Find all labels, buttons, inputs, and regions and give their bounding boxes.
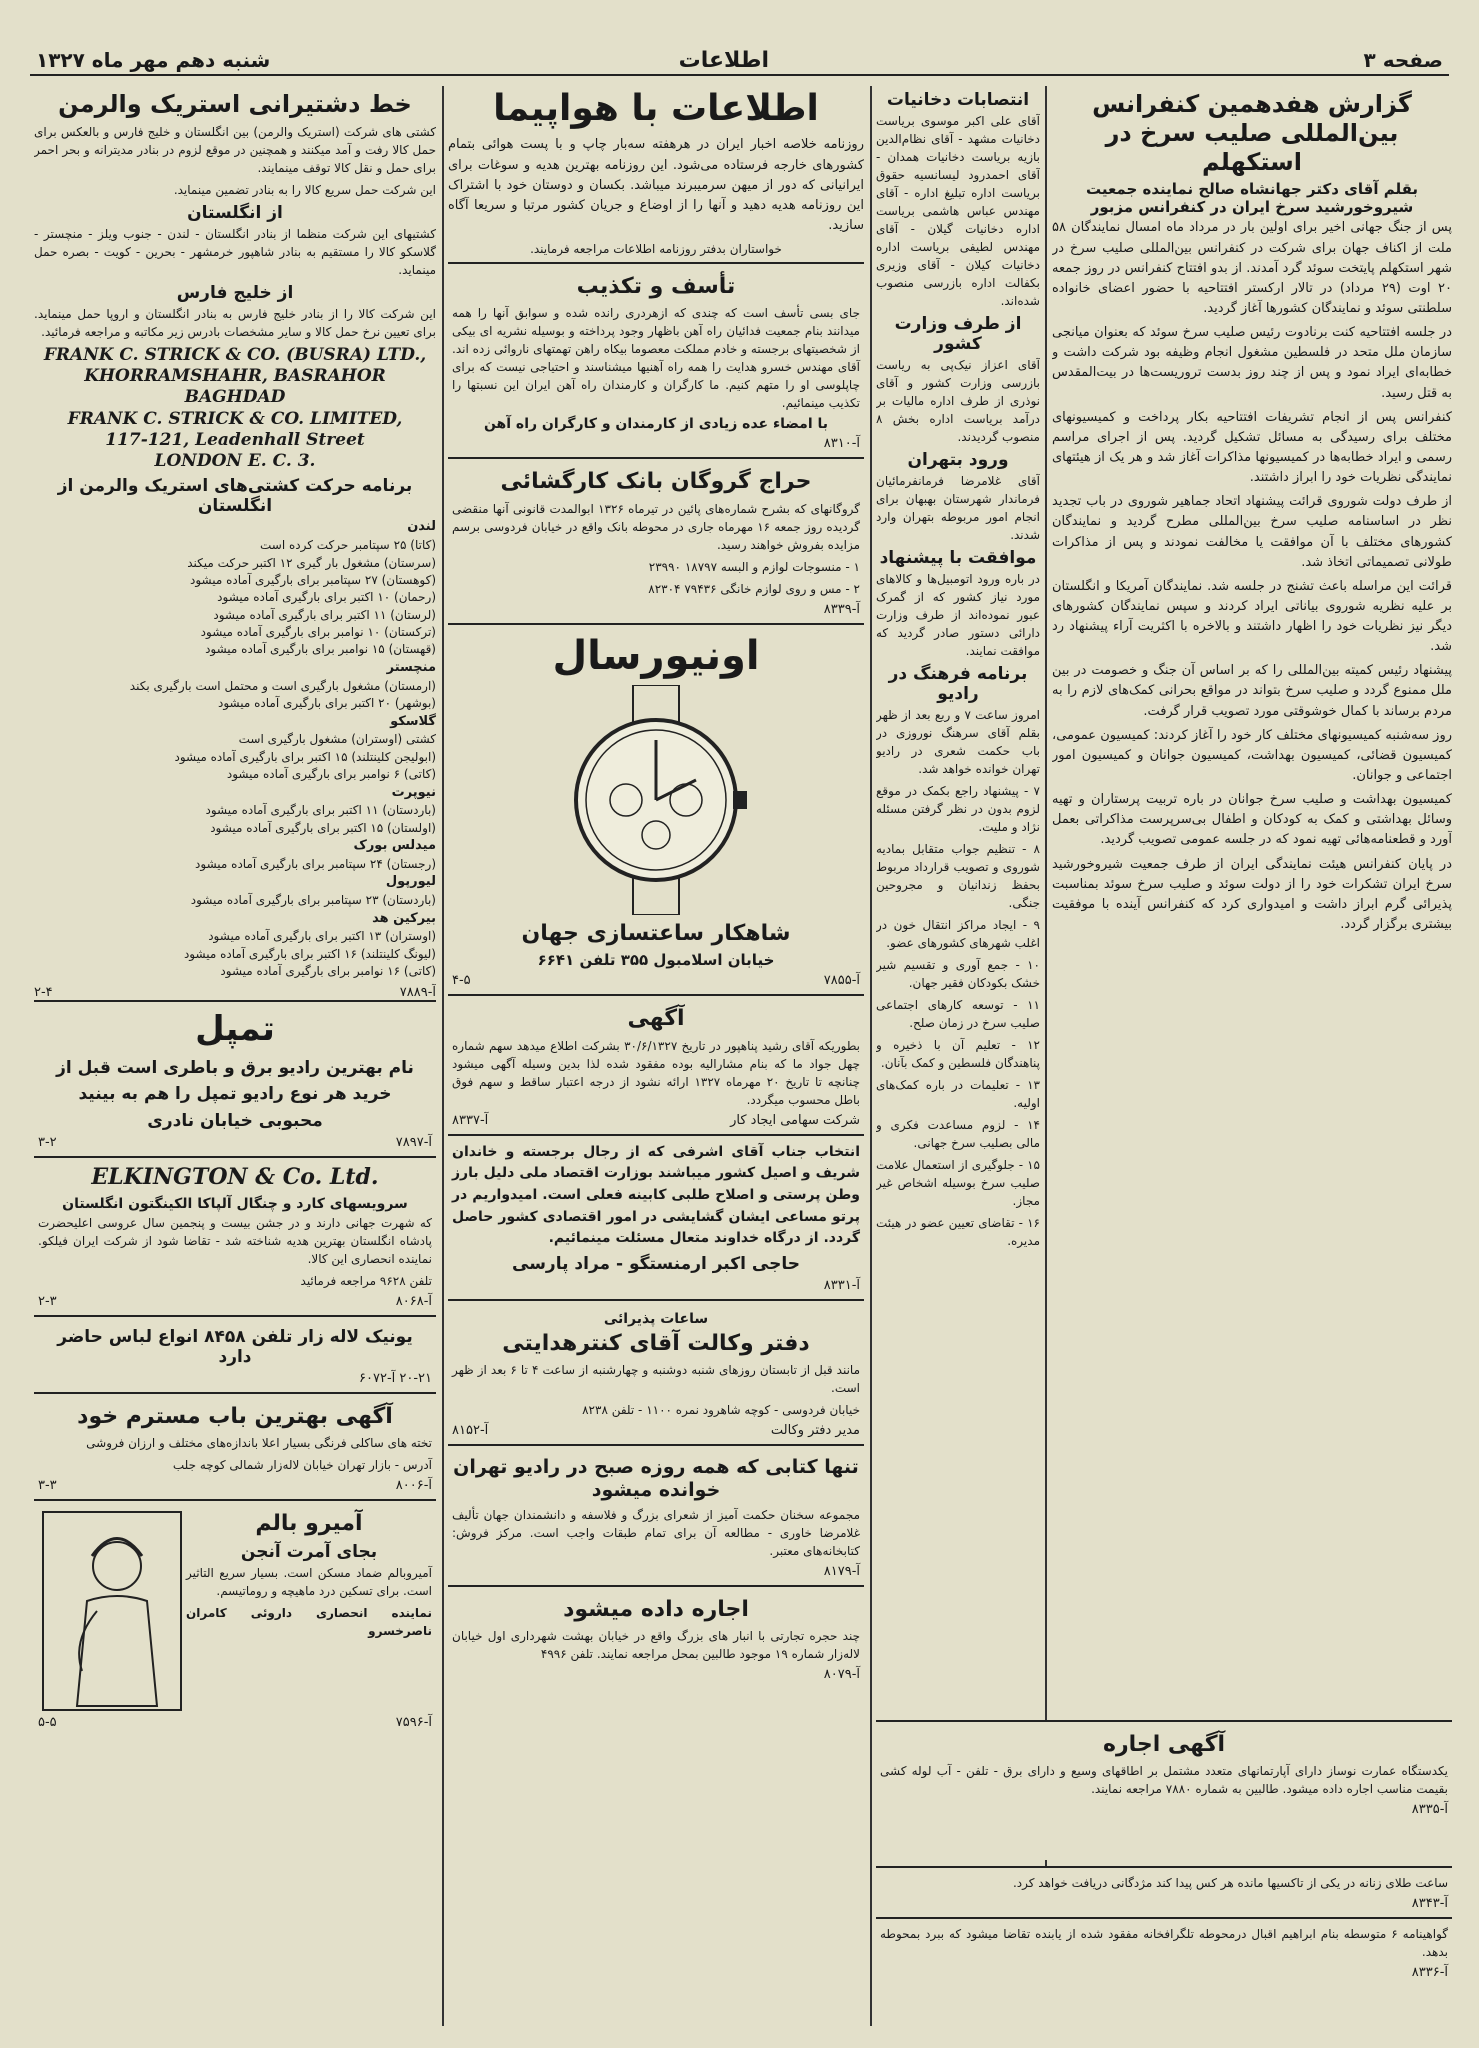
shipping-text: کشتیهای این شرکت منظما از بنادر انگلستان - لندن - جنوب ویلز - منچستر - گلاسکو کالا را مستقیم به بنادر شاهپور خرمشهر - بحرین - کویت - بصره حمل مینماید. (34, 226, 436, 277)
company-address (34, 345, 436, 473)
list-item: ۹ - ایجاد مراکز انتقال خون در اغلب شهرهای کشورهای عضو. (876, 918, 1040, 950)
article-paragraph: پیشنهاد رئیس کمیته بین‌المللی را که بر اساس آن جنگ و خصومت در بین ملل ممنوع گردد و صلیب سرخ بتواند در مواقع بحرانی کمک‌های لازم را به مردم برساند با کمال خوشوقتی مورد تصویب قرار گرفت. (1052, 663, 1452, 719)
tempel-address: محبوبی خیابان نادری (147, 1111, 323, 1132)
amirobalm-agent: نماینده انحصاری داروئی کامران ناصرخسرو (186, 1605, 432, 1638)
air-edition-title: اطلاعات با هواپیما (493, 88, 819, 129)
ad-date-value: ۲-۳ (38, 1293, 57, 1309)
ad-code-value: آ-۸۰۰۶ (395, 1478, 432, 1494)
issue-date: شنبه دهم مهر ماه ۱۳۲۷ (36, 48, 271, 72)
ad-code (880, 1802, 1448, 1817)
condolence-title: تأسف و تکذیب (576, 274, 736, 300)
notice-title: آگهی (627, 1006, 685, 1032)
address-line: FRANK C. STRICK & CO. (BUSRA) LTD., (43, 344, 427, 365)
page-header (30, 44, 1449, 76)
ads-left-column (34, 86, 436, 2026)
ads-middle-column (448, 86, 864, 2026)
elkington-address: تلفن ۹۶۲۸ مراجعه فرمائید (300, 1273, 432, 1288)
air-edition-text: روزنامه خلاصه اخبار ایران در هرهفته سه‌بار چاپ و با پست هوائی بتمام کشورهای خارجه فرستاده می‌شود. این روزنامه بهترین هدیه و سوغات برای ایرانیانی که دور از میهن سرمیبرند میباشد. بکسان و دوستان خود با اشتراک این روزنامه هدیه دهید و آنها را از اوضاع و جریان کشور مرتبا و سریعا آگاه سازید. (448, 137, 864, 233)
auction-text: گروگانهای که بشرح شماره‌های پائین در تیرماه ۱۳۲۶ ابوالمدت قانونی آنها منقضی گردیده روز جمعه ۱۶ مهرماه جاری در محوطه بانک واقع در خیابان فردوسی برسم مزایده بفروش خواهند رسید. (452, 501, 860, 552)
port-name: لندن (407, 519, 436, 535)
congrats-signature: حاجی اکبر ارمنستگو - مراد پارسی (512, 1254, 800, 1275)
brief-heading: برنامه فرهنگ در رادیو (888, 664, 1028, 704)
shipping-title: خط دشتیرانی استریک والرمن (58, 90, 412, 118)
column-rule (442, 86, 444, 2026)
auction-row: ۱ - منسوجات لوازم و البسه ۱۸۷۹۷ ۲۳۹۹۰ (648, 559, 860, 574)
air-edition-note: خواستاران بدفتر روزنامه اطلاعات مراجعه فرمایند. (530, 242, 782, 257)
sailing-row: کشتی (اوستران) مشغول بارگیری است (238, 732, 436, 747)
notice-text: بطوریکه آقای رشید پناهپور در تاریخ ۳۰/۶/۱۳۲۷ بشرکت اطلاع میدهد سهم شماره چهل جواد ما که بنام مشارالیه بوده مفقود شده لذا بدین وسیله آگهی میشود چنانچه تا تاریخ ۲۰ مهرماه ۱۳۲۷ ارائه نشود از درجه اعتبار ساقط و سهم فوق باطل محسوب میگردد. (452, 1038, 860, 1107)
port-name: گلاسکو (390, 713, 436, 729)
list-item: ۱۳ - تعلیمات در باره کمک‌های اولیه. (876, 1078, 1040, 1110)
port-name: لیورپول (385, 874, 436, 890)
ad-date-value: ۲-۴ (34, 984, 53, 1000)
lease-title: آگهی اجاره (1102, 1732, 1226, 1757)
sailing-row: (ابولیجن کلینتلند) ۱۵ اکتبر برای بارگیری آماده میشود (174, 749, 436, 764)
article-paragraph: در جلسه افتتاحیه کنت برنادوت رئیس صلیب سرخ سوئد که بعنوان میانجی سازمان ملل متحد در فلسطین مشغول انجام وظیفه بود شرکت داشت و خطابه‌ای ایراد نمود و پس از چند روز بدست تروریست‌ها در بیت‌المقدس به قتل رسید. (1052, 325, 1452, 401)
tempel-slogan: نام بهترین رادیو برق و باطری است قبل از خرید هر نوع رادیو تمپل را هم به بینید (56, 1057, 414, 1105)
sailing-row: (باردستان) ۱۱ اکتبر برای بارگیری آماده میشود (205, 803, 436, 818)
ad-code-value: آ-۸۱۷۹ (823, 1564, 860, 1580)
ad-code-value: آ-۸۳۳۷ (452, 1112, 489, 1128)
shipping-text: این شرکت کالا را از بنادر خلیج فارس به بنادر انگلستان و اروپا حمل مینماید. برای تعیین نرخ حمل کالا و سایر مشخصات بادرس زیر مکاتبه و مراجعه فرمائید. (34, 306, 436, 339)
ad-code-value: ۲۰-۲۱ آ-۶۰۷۲ (359, 1370, 432, 1386)
amirobalm-title: آمیرو بالم (255, 1511, 363, 1537)
article-title: گزارش هفدهمین کنفرانس بین‌المللی صلیب سرخ در استکهلم (1092, 90, 1412, 176)
ad-date-value: ۵-۵ (38, 1715, 57, 1731)
paper-name: اطلاعات (678, 48, 769, 73)
article-paragraph: قرائت این مراسله باعث تشنج در جلسه شد. نمایندگان آمریکا و انگلستان بر علیه نظریه شوروی بیاناتی ایراد کردند و سپس نمایندگان کشورهای دیگر نیز نظریات خود را اظهار داشتند و بالاخره با اکثریت آراء پیشنهاد رد شد. (1052, 578, 1452, 655)
lost-watch-notice: ساعت طلای زنانه در یکی از تاکسیها مانده هر کس پیدا کند مژدگانی دریافت خواهد کرد. (1012, 1876, 1448, 1890)
brief-text: در باره ورود اتومبیل‌ها و کالاهای مورد نیاز کشور که از گمرک عبور نموده‌اند از طرف وزارت دارائی دستور صادر گردید که موافقت نمایند. (876, 572, 1040, 658)
fabric-text: تخته های ساکلی فرنگی بسیار اعلا باندازه‌های مختلف و ارزان فروشی (86, 1436, 432, 1451)
ad-code-value: آ-۷۵۹۶ (395, 1715, 432, 1731)
ad-code-value: آ-۸۳۳۱ (823, 1278, 860, 1294)
tempel-brand: تمپل (195, 1008, 275, 1049)
brief-text: آقای اعزاز نیک‌پی به ریاست بازرسی وزارت کشور و آقای نوذری از طرف اداره مالیات بر درآمد بریاست اداره بخش ۸ منصوب گردیدند. (876, 358, 1040, 444)
list-item: ۱۵ - جلوگیری از استعمال علامت صلیب سرخ بوسیله اشخاص غیر مجاز. (876, 1158, 1040, 1208)
list-item: ۱۶ - تقاضای تعیین عضو در هیئت مدیره. (876, 1216, 1040, 1248)
port-name: نیوپرت (391, 784, 436, 800)
sailing-row: (رحمان) ۱۰ اکتبر برای بارگیری آماده میشود (217, 590, 436, 605)
office-text: مانند قبل از تابستان روزهای شنبه دوشنبه و چهارشنبه از ساعت ۴ تا ۶ بعد از ظهر است. (452, 1363, 861, 1396)
office-hours-label: ساعات پذیرائی (603, 1311, 709, 1328)
ad-code-value: آ-۸۳۴۳ (1411, 1896, 1448, 1911)
brief-text: آقای غلامرضا فرمانفرمائیان فرماندار شهرستان بهبهان برای انجام امور مربوطه بتهران وارد شدند. (876, 474, 1040, 542)
brief-text: امروز ساعت ۷ و ربع بعد از ظهر بقلم آقای سرهنگ نوروزی در باب حکمت شعری در رادیو تهران خوانده خواهد شد. (876, 708, 1040, 776)
list-item: ۸ - تنظیم جواب متقابل بمادیه شوروی و تصویب قرارداد مربوط بحفظ زندانیان و مجروحین جنگی. (876, 842, 1040, 910)
ad-code-value: آ-۷۸۹۷ (395, 1135, 432, 1151)
sailing-row: (لیونگ کلینتلند) ۱۶ اکتبر برای بارگیری آماده میشود (183, 946, 436, 961)
ad-code-value: آ-۸۱۵۲ (452, 1423, 489, 1439)
brief-heading: ورود بتهران (907, 450, 1009, 470)
list-item: ۷ - پیشنهاد راجع بکمک در موقع لزوم بدون در نظر گرفتن مسئله نژاد و ملیت. (876, 784, 1040, 834)
page-number: صفحه ۳ (1363, 48, 1443, 72)
ad-code-value: آ-۸۳۳۵ (1411, 1802, 1448, 1818)
address-line: FRANK C. STRICK & CO. LIMITED, (67, 408, 403, 429)
amirobalm-subtitle: بجای آمرت آنجن (240, 1541, 378, 1562)
watch-slogan: شاهکار ساعتسازی جهان (521, 920, 791, 946)
condolence-signature: با امضاء عده زیادی از کارمندان و کارگران راه آهن (483, 416, 829, 433)
lease-ad (876, 1720, 1452, 1860)
brief-heading: موافقت با پیشنهاد (879, 548, 1037, 568)
rent-title: اجاره داده میشود (563, 1597, 749, 1623)
ad-code-value: آ-۸۰۷۹ (823, 1667, 860, 1683)
article-paragraph: پس از جنگ جهانی اخیر برای اولین بار در مرداد ماه امسال نمایندگان ۵۸ ملت از اکناف جهان برای شرکت در کنفرانس بین‌المللی صلیب سرخ در شهر استکهلم پایتخت سوئد گرد آمدند. از بدو افتتاح کنفرانس در روز جمعه ۲۰ اوت (۲۹ مرداد) در تالار ارکستر افتتاحیه با حضور اعضای خانواده سلطنتی سوئد و نمایندگان کشورها آغاز گردید. (1052, 220, 1452, 316)
universal-brand: اونیورسال (552, 632, 760, 679)
shipping-intro: این شرکت حمل سریع کالا را به بنادر تضمین مینماید. (173, 182, 436, 197)
list-item: ۱۱ - توسعه کارهای اجتماعی صلیب سرخ در زمان صلح. (876, 998, 1040, 1030)
ad-date-value: ۳-۳ (38, 1478, 57, 1494)
rent-text: چند حجره تجارتی با انبار های بزرگ واقع در خیابان بهشت شهرداری اول خیابان لاله‌زار شماره ۱۹ موجود طالبین بمحل مراجعه نمایند. تلفن ۴۹۹۶ (452, 1629, 860, 1662)
ad-code-value: آ-۸۰۶۸ (395, 1293, 432, 1309)
auction-row: ۲ - مس و روی لوازم خانگی ۷۹۴۳۶ ۸۲۳۰۴ (648, 581, 860, 596)
sailing-row: (اولستان) ۱۵ اکتبر برای بارگیری آماده میشود (210, 820, 436, 835)
brief-heading: از طرف وزارت کشور (894, 314, 1022, 354)
port-name: بیرکین هد (372, 910, 436, 926)
article-paragraph: کمیسیون بهداشت و صلیب سرخ جوانان در باره تربیت پرستاران و تهیه وسائل بهداشتی و کمک به کودکان و اطفال بی‌سرپرست مذاکراتی بعمل آورد و قطعنامه‌هائی تهیه نمود که در جلسه عمومی تصویب گردید. (1052, 792, 1452, 848)
lease-text: یکدستگاه عمارت نوساز دارای آپارتمانهای متعدد مشتمل بر اطاقهای وسیع و دارای برق - تلفن - آب لوله کشی بقیمت مناسب اجاره داده میشود. طالبین به شماره ۷۸۸۰ مراجعه نمایند. (880, 1764, 1448, 1797)
elkington-brand: ELKINGTON & Co. Ltd. (91, 1164, 379, 1191)
sailing-row: (بوشهر) ۲۰ اکتبر برای بارگیری آماده میشود (218, 696, 436, 711)
condolence-text: جای بسی تأسف است که چندی که ازهردری رانده شده و سوابق آنها را همه میدانند بنام جمعیت فدائیان راه آهن باظهار وجود پرداخته و بوسیله نشریه ای بیکی از شخصیتهای برجسته و خادم مملکت معصوما بیکاه راهن تهمتهای ناروائی زده اند. آقای مهندس خسرو هدایت را همه راه آهنیها میشناسند و احتیاجی نیست که برای چاپلوسی او را متهم کنیم. ما کارگران و کارمندان راه آهن ایران این نسبتها را تکذیب مینمائیم. (452, 306, 860, 411)
article-byline: بقلم آقای دکتر جهانشاه صالح نماینده جمعیت شیروخورشید سرخ ایران در کنفرانس مزبور (1085, 180, 1419, 217)
ad-code-value: آ-۸۳۳۹ (823, 601, 860, 617)
ad-date-value: ۴-۵ (452, 973, 471, 989)
sailing-row: (کوهستان) ۲۷ سپتامبر برای بارگیری آماده میشود (190, 572, 436, 587)
sailing-row: (کاتی) ۱۶ نوامبر برای بارگیری آماده میشود (220, 964, 436, 979)
lost-certificate-notice: گواهینامه ۶ متوسطه بنام ابراهیم اقبال درمحوطه تلگرافخانه مفقود شده از یابنده تقاضا میشود که ببرد بمحوطه بدهد. (880, 1927, 1448, 1959)
watch-shop-address: خیابان اسلامبول ۳۵۵ تلفن ۶۶۴۱ (537, 951, 775, 970)
sailing-row: (ترکستان) ۱۰ نوامبر برای بارگیری آماده میشود (200, 625, 436, 640)
ad-code-value: آ-۷۸۵۵ (823, 973, 860, 989)
sailing-row: (ارمستان) مشغول بارگیری است و محتمل است بارگیری بکند (129, 678, 436, 693)
office-title: دفتر وکالت آقای کنترهدایتی (502, 1331, 810, 1357)
sailing-row: (قهستان) ۱۵ نوامبر برای بارگیری آماده میشود (205, 642, 436, 657)
address-line: 117-121, Leadenhall Street (105, 429, 365, 450)
article-paragraph: از طرف دولت شوروی قرائت پیشنهاد اتحاد جماهیر شوروی در باب تجدید نظر در اساسنامه صلیب سرخ بین‌المللی مطرح گردید و نمایندگان کشورهای مختلف با آن موافقت یا مخالفت نمودند و پس از مذاکرات طولانی تصمیماتی اتخاذ شد. (1052, 494, 1452, 570)
sailing-row: (سرستان) مشغول بار گیری ۱۲ اکتبر حرکت میکند (187, 555, 436, 570)
ad-code-value: آ-۷۸۸۹ (399, 984, 436, 1000)
brief-text: آقای علی اکبر موسوی بریاست دخانیات مشهد - آقای نظام‌الدین بازیه بریاست دخانیات همدان - آقای احمدرود لیسانسیه حقوق بریاست اداره تبلیغ اداره - آقای مهندس عباس هاشمی بریاست اداره دخانیات گیلان - آقای مهندس لطیفی بریاست اداره دخانیات کیلان - آقای وزیری بکفالت اداره بازرسی منصوب شده‌اند. (876, 114, 1040, 308)
notice-company: شرکت سهامی ایجاد کار (730, 1112, 860, 1128)
list-item: ۱۲ - تعلیم آن با ذخیره و پناهندگان فلسطین و کمک بآنان. (876, 1038, 1040, 1070)
amirobalm-text: آمیروبالم ضماد مسکن است. بسیار سریع التاثیر است. برای تسکین درد ماهیچه و روماتیسم. (186, 1565, 432, 1598)
elkington-text: که شهرت جهانی دارند و در جشن بیست و پنجمین سال عروسی اعلیحضرت پادشاه انگلستان بهترین هدیه شناخته شد - تقاضا شود از شرکت ایران فیلکو. نماینده انحصاری این کالا. (38, 1215, 432, 1266)
article-paragraph: روز سه‌شنبه کمیسیونهای مختلف کار خود را آغاز کردند: کمیسیون عمومی، کمیسیون قضائی، کمیسیون بهداشت، کمیسیون جوانان و کمیسیون امور اجتماعی و جوانان. (1052, 727, 1452, 784)
port-name: منچستر (386, 659, 436, 675)
auction-title: حراج گروگان بانک کارگشائی (500, 469, 812, 495)
sailing-row: (رجستان) ۲۴ سپتامبر برای بارگیری آماده میشود (195, 856, 436, 871)
congrats-text: انتخاب جناب آقای اشرفی که از رجال برجسته و خاندان شریف و اصیل کشور میباشند بوزارت اقتصاد ملی دلیل بارز وطن پرستی و اصلاح طلبی کابینه فعلی است. امیدواریم در پرتو مساعی ایشان گشایشی در امور اقتصادی کشور حاصل گردد. از درگاه خداوند متعال مسئلت مینمائیم. (452, 1143, 860, 1247)
ad-code-value: آ-۸۳۱۰ (823, 436, 860, 452)
list-item: ۱۰ - جمع آوری و تقسیم شیر خشک بکودکان فقیر جهان. (876, 958, 1040, 990)
sailing-row: (باردستان) ۲۳ سپتامبر برای بارگیری آماده میشود (190, 893, 436, 908)
fabric-title: آگهی بهترین باب مسترم خود (77, 1403, 393, 1429)
schedule-title: برنامه حرکت کشتی‌های استریک والرمن از انگلستان (57, 476, 413, 517)
elkington-subtitle: سرویسهای کارد و چنگال آلپاکا الکینگتون انگلستان (62, 1195, 408, 1212)
tailor-text: یونیک لاله زار تلفن ۸۴۵۸ انواع لباس حاضر دارد (57, 1326, 413, 1367)
column-rule (870, 86, 872, 2026)
article-paragraph: کنفرانس پس از انجام تشریفات افتتاحیه بکار پرداخت و کمیسیونهای مختلف برای رسیدگی به مسائل تشکیل گردید. پس از اجرای مراسم رسمی و ایراد خطابه‌ها در کمیسیونها مذاکرات آغاز شد و هر یک از هیئتهای نمایندگی نظریات خود را ابراز داشتند. (1052, 409, 1452, 486)
sailing-row: (اوستران) ۱۳ اکتبر برای بارگیری آماده میشود (208, 929, 436, 944)
office-signature: مدیر دفتر وکالت (770, 1423, 860, 1439)
port-name: میدلس بورک (353, 838, 436, 854)
fabric-address: آدرس - بازار تهران خیابان لاله‌زار شمالی کوچه جلب (172, 1458, 432, 1473)
shipping-schedule (34, 518, 436, 980)
article-paragraph: در پایان کنفرانس هیئت نمایندگی ایران از طرف جمعیت شیروخورشید سرخ ایران تشکرات خود را از دولت سوئد و صلیب سرخ سوئد بمناسبت پذیرائی گرم ابراز داشت و امیدواری کرد که کنفرانس آینده با موفقیت بیشتری برگزار گردد. (1052, 856, 1452, 933)
list-item: ۱۴ - لزوم مساعدت فکری و مالی بصلیب سرخ جهانی. (876, 1118, 1040, 1150)
shipping-subheading: از انگلستان (187, 202, 283, 223)
shipping-subheading: از خلیج فارس (176, 282, 294, 303)
ad-date-value: ۳-۲ (38, 1135, 57, 1151)
small-notices (876, 1866, 1452, 2026)
ad-code-value: آ-۸۳۳۶ (1411, 1965, 1448, 1980)
radio-book-title: تنها کتابی که همه روزه صبح در رادیو تهران خوانده میشود (453, 1456, 859, 1502)
shipping-intro: کشتی های شرکت (استریک والرمن) بین انگلستان و خلیج فارس و بالعکس برای حمل کالا رفت و آمد میکنند و همچنین در موقع لزوم در بنادر مدیترانه و بحر احمر برای حمل و نقل کالا توقف مینمایند. (34, 124, 436, 175)
address-line: KHORRAMSHAHR, BASRAHOR BAGHDAD (84, 366, 386, 408)
sailing-row: (کاتا) ۲۵ سپتامبر حرکت کرده است (260, 538, 436, 553)
address-line: LONDON E. C. 3. (154, 451, 316, 472)
radio-book-text: مجموعه سخنان حکمت آمیز از شعرای بزرگ و فلاسفه و دانشمندان جهان تألیف غلامرضا خاوری - مطالعه آن برای تمام طبقات واجب است. مرکز فروش: کتابخانه‌های معتبر. (452, 1508, 860, 1559)
watch-illustration (541, 685, 771, 915)
woman-illustration (42, 1511, 182, 1711)
brief-heading: انتصابات دخانیات (886, 90, 1030, 110)
sailing-row: (لرستان) ۱۱ اکتبر برای بارگیری آماده میشود (213, 607, 436, 622)
sailing-row: (کاتی) ۶ نوامبر برای بارگیری آماده میشود (226, 767, 436, 782)
office-address: خیابان فردوسی - کوچه شاهرود نمره ۱۱۰۰ - تلفن ۸۲۳۸ (582, 1403, 860, 1418)
